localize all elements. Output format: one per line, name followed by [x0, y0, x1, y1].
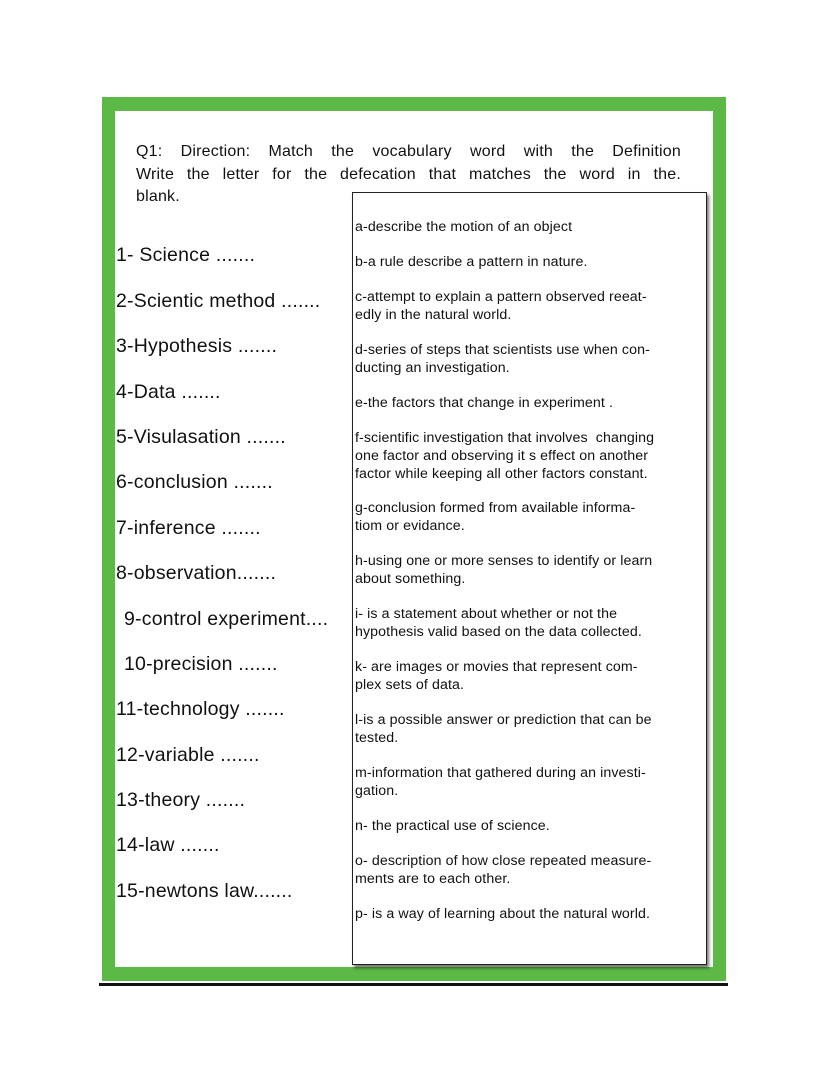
vocabulary-item: 15-newtons law.......	[116, 880, 293, 902]
definition-item: p- is a way of learning about the natural world.	[355, 906, 651, 922]
vocabulary-item: 9-control experiment....	[124, 608, 329, 630]
definition-item: n- the practical use of science.	[355, 818, 550, 834]
vocabulary-item: 6-conclusion .......	[116, 471, 273, 493]
vocabulary-item: 8-observation.......	[116, 562, 277, 584]
vocabulary-item: 7-inference .......	[116, 517, 261, 539]
vocabulary-item: 11-technology .......	[116, 698, 285, 720]
vocabulary-item: 12-variable .......	[116, 744, 260, 766]
definition-item: k- are images or movies that represent com- plex sets of data.	[355, 659, 638, 693]
definition-item: g-conclusion formed from available informa- tiom or evidance.	[355, 500, 636, 534]
bottom-rule	[99, 983, 728, 986]
definition-item: c-attempt to explain a pattern observed reeat- edly in the natural world.	[355, 289, 647, 323]
definition-item: m-information that gathered during an investi- gation.	[355, 765, 646, 799]
instruction-line-2: Write the letter for the defecation that matches the word in the.	[136, 165, 681, 183]
definition-item: a-describe the motion of an object	[355, 219, 573, 235]
definition-item: f-scientific investigation that involves changing one factor and observing it s effect on another factor while keeping all other factors constant.	[355, 430, 655, 482]
definition-item: e-the factors that change in experiment .	[355, 395, 614, 411]
definition-item: o- description of how close repeated measure- ments are to each other.	[355, 853, 652, 887]
definition-item: i- is a statement about whether or not the hypothesis valid based on the data collected.	[355, 606, 642, 640]
vocabulary-item: 4-Data .......	[116, 381, 221, 403]
vocabulary-item: 10-precision .......	[124, 653, 278, 675]
definition-item: l-is a possible answer or prediction that can be tested.	[355, 712, 652, 746]
vocabulary-item: 13-theory .......	[116, 789, 246, 811]
definition-item: h-using one or more senses to identify or learn about something.	[355, 553, 653, 587]
vocabulary-item: 1- Science .......	[116, 244, 256, 266]
vocabulary-item: 2-Scientic method .......	[116, 290, 321, 312]
vocabulary-item: 5-Visulasation .......	[116, 426, 286, 448]
instruction-line-1: Q1: Direction: Match the vocabulary word with the Definition	[136, 143, 681, 160]
definition-item: b-a rule describe a pattern in nature.	[355, 254, 588, 270]
definition-item: d-series of steps that scientists use when con- ducting an investigation.	[355, 342, 650, 376]
vocabulary-item: 14-law .......	[116, 834, 220, 856]
instruction-line-3: blank.	[136, 188, 180, 205]
vocabulary-item: 3-Hypothesis .......	[116, 335, 278, 357]
